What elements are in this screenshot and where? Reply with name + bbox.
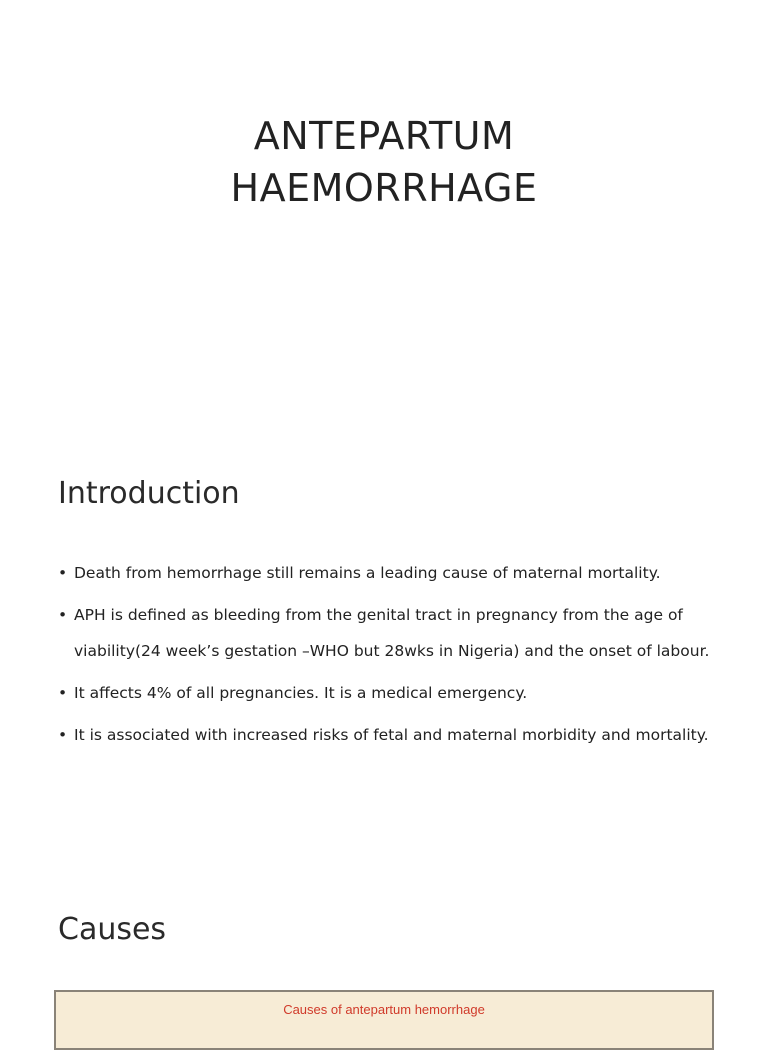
causes-table-caption: Causes of antepartum hemorrhage — [283, 1002, 485, 1017]
bullet-item: • APH is defined as bleeding from the genital tract in pregnancy from the age of viability(24 week’s gestation –WHO but 28wks in Nigeria) and the onset of labour. — [58, 597, 728, 669]
title-line-2: HAEMORRHAGE — [230, 166, 538, 210]
title-slide — [0, 0, 768, 430]
introduction-bullet-list — [58, 555, 728, 759]
causes-table — [54, 990, 714, 1050]
bullet-item: • Death from hemorrhage still remains a leading cause of maternal mortality. — [58, 555, 728, 591]
bullet-item: • It affects 4% of all pregnancies. It is a medical emergency. — [58, 675, 728, 711]
introduction-slide — [0, 440, 768, 840]
presentation-title — [0, 110, 768, 214]
causes-slide — [0, 860, 768, 1024]
introduction-heading: Introduction — [58, 476, 240, 511]
title-line-1: ANTEPARTUM — [253, 114, 515, 158]
bullet-item: • It is associated with increased risks of fetal and maternal morbidity and mortality. — [58, 717, 728, 753]
causes-heading: Causes — [58, 912, 167, 947]
